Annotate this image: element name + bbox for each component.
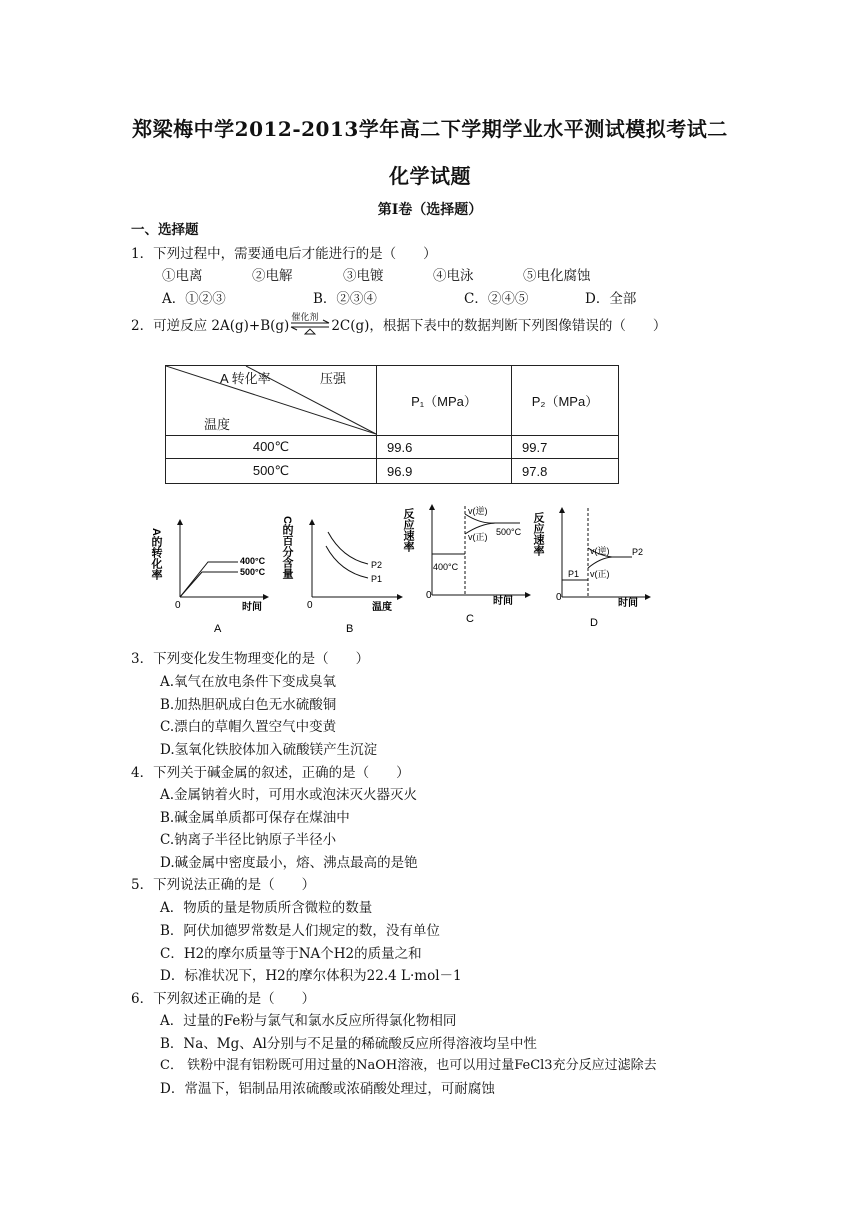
q6-option-c: C． 铁粉中混有铝粉既可用过量的NaOH溶液，也可以用过量FeCl3充分反应过滤除去 <box>160 1058 657 1073</box>
axis-x-label: 时间 <box>242 602 262 613</box>
curve-label: 500°C <box>240 567 266 577</box>
curve-label: P2 <box>632 547 644 557</box>
q3-option-b: B.加热胆矾成白色无水硫酸铜 <box>160 697 337 713</box>
q3-stem: 3．下列变化发生物理变化的是（ ） <box>131 651 370 667</box>
table-cell: 99.6 <box>377 436 512 459</box>
paper-section: 第Ⅰ卷（选择题） <box>377 202 483 218</box>
q1-option-d: D．全部 <box>585 291 637 307</box>
curve-label: v(正) <box>468 532 488 542</box>
origin-label: 0 <box>556 592 562 603</box>
table-cell: 400℃ <box>166 436 377 459</box>
table-cell: 99.7 <box>512 436 619 459</box>
diag-left-label: 温度 <box>204 417 231 432</box>
q4-option-d: D.碱金属中密度最小，熔、沸点最高的是铯 <box>160 855 418 871</box>
q1-item: ②电解 <box>252 268 293 284</box>
curve-label: P1 <box>568 569 580 579</box>
q3-option-d: D.氢氧化铁胶体加入硫酸镁产生沉淀 <box>160 742 378 758</box>
q4-option-c: C.钠离子半径比钠原子半径小 <box>160 832 337 848</box>
graph-caption: B <box>346 623 354 635</box>
axis-x-label: 温度 <box>372 602 392 613</box>
graph-caption: C <box>466 613 474 625</box>
curve-label: 400°C <box>240 556 266 566</box>
curve-400 <box>180 562 238 597</box>
reversible-arrow-icon <box>289 318 331 336</box>
curve-label: 500°C <box>496 527 522 537</box>
q3-option-c: C.漂白的草帽久置空气中变黄 <box>160 719 337 735</box>
q1-option-c: C．②④⑤ <box>464 291 529 307</box>
table-col-header: P₂（MPa） <box>512 366 619 436</box>
curve-label: P2 <box>371 560 383 570</box>
q1-item: ④电泳 <box>433 268 474 284</box>
table-cell: 97.8 <box>512 459 619 484</box>
curve-label: 400°C <box>433 562 459 572</box>
q5-option-a: A．物质的量是物质所含微粒的数量 <box>160 900 373 916</box>
q1-item: ③电镀 <box>343 268 384 284</box>
q1-option-a: A．①②③ <box>162 291 226 307</box>
exam-subtitle: 化学试题 <box>389 164 471 188</box>
q1-stem: 1．下列过程中，需要通电后才能进行的是（ ） <box>131 246 437 262</box>
axis-y-label: 反应速率 <box>402 508 414 552</box>
answer-graphs <box>150 500 655 640</box>
graph-caption: D <box>590 617 598 629</box>
graph-a <box>150 520 268 635</box>
conversion-table <box>165 365 619 484</box>
graph-caption: A <box>214 623 222 635</box>
curve-500 <box>180 572 238 597</box>
diag-top-label: A 转化率 <box>220 371 271 386</box>
q6-option-b: B．Na、Mg、Al分别与不足量的稀硫酸反应所得溶液均呈中性 <box>160 1036 537 1052</box>
q6-option-a: A．过量的Fe粉与氯气和氯水反应所得氯化物相同 <box>160 1013 457 1029</box>
origin-label: 0 <box>175 600 181 611</box>
q6-stem: 6．下列叙述正确的是（ ） <box>131 991 316 1007</box>
curve-label: v(正) <box>590 569 610 579</box>
graph-c <box>402 505 530 625</box>
table-col-header: P₁（MPa） <box>377 366 512 436</box>
axis-y-label: C的百分含量 <box>281 516 293 579</box>
axis-x-label: 时间 <box>618 598 638 609</box>
exam-title: 郑梁梅中学2012-2013学年高二下学期学业水平测试模拟考试二 <box>132 117 728 141</box>
q1-option-b: B．②③④ <box>313 291 377 307</box>
table-cell: 96.9 <box>377 459 512 484</box>
axis-y-label: A的转化率 <box>150 528 162 580</box>
graph-b <box>281 516 402 635</box>
axis-y-label: 反应速率 <box>532 512 544 556</box>
q1-item: ⑤电化腐蚀 <box>523 268 591 284</box>
section-heading: 一、选择题 <box>131 222 199 238</box>
curve-label: v(逆) <box>590 546 610 556</box>
origin-label: 0 <box>426 590 432 601</box>
q4-stem: 4．下列关于碱金属的叙述，正确的是（ ） <box>131 765 410 781</box>
q3-option-a: A.氧气在放电条件下变成臭氧 <box>160 674 337 690</box>
axis-x-label: 时间 <box>493 596 513 607</box>
q2-stem-a: 2．可逆反应 2A(g)+B(g) <box>131 318 290 334</box>
equilibrium-arrow <box>289 312 331 336</box>
curve-label: P1 <box>371 574 383 584</box>
q4-option-b: B.碱金属单质都可保存在煤油中 <box>160 810 350 826</box>
q5-option-b: B．阿伏加德罗常数是人们规定的数，没有单位 <box>160 923 440 939</box>
diag-right-label: 压强 <box>320 371 347 386</box>
curve-label: v(逆) <box>468 506 488 516</box>
table-diagonal-header <box>166 366 377 436</box>
q5-option-c: C．H2的摩尔质量等于NA个H2的质量之和 <box>160 946 422 962</box>
q5-option-d: D．标准状况下，H2的摩尔体积为22.4 L·mol－1 <box>160 968 462 984</box>
q2-stem <box>131 312 667 336</box>
curve-v-fwd <box>588 557 612 568</box>
catalyst-label: 催化剂 <box>291 312 319 323</box>
q5-stem: 5．下列说法正确的是（ ） <box>131 877 316 893</box>
graph-d <box>532 508 650 629</box>
curve-p2 <box>328 532 368 564</box>
q1-item: ①电离 <box>162 268 203 284</box>
origin-label: 0 <box>307 600 313 611</box>
q6-option-d: D．常温下，铝制品用浓硫酸或浓硝酸处理过，可耐腐蚀 <box>160 1081 495 1097</box>
table-cell: 500℃ <box>166 459 377 484</box>
q4-option-a: A.金属钠着火时，可用水或泡沫灭火器灭火 <box>160 787 418 803</box>
q2-stem-b: 2C(g)，根据下表中的数据判断下列图像错误的（ ） <box>331 318 667 334</box>
